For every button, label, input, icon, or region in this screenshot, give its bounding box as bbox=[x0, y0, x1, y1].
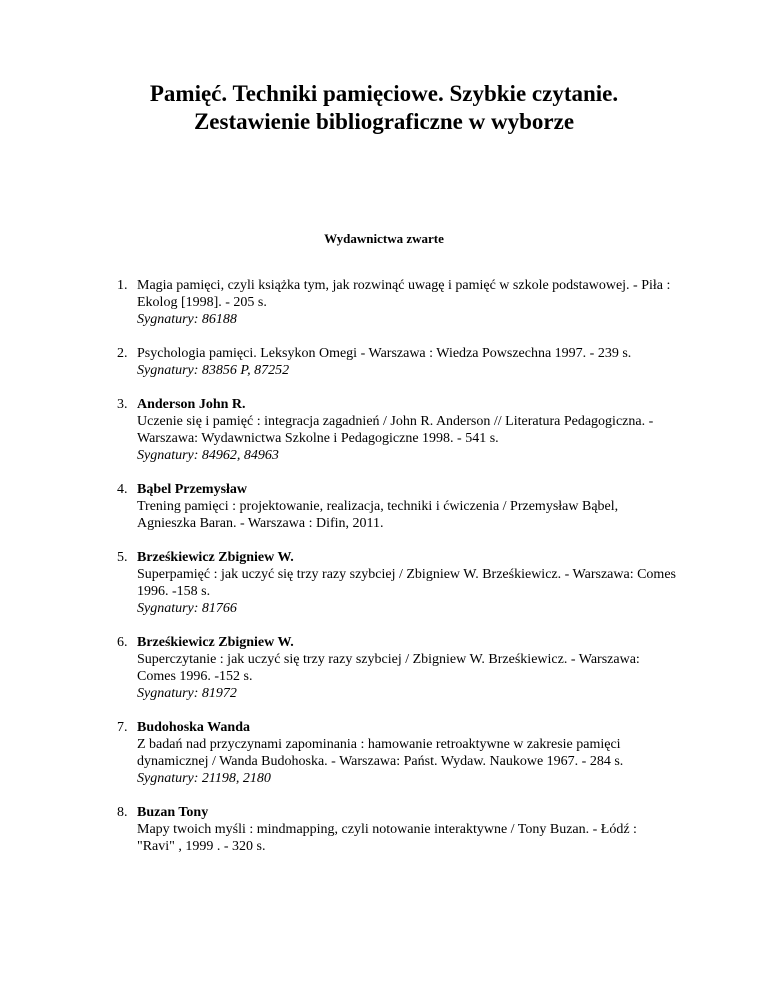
entry-signature: Sygnatury: 21198, 2180 bbox=[137, 771, 271, 786]
entry-signature: Sygnatury: 81972 bbox=[137, 686, 237, 701]
entry-number: 5. bbox=[117, 550, 128, 565]
document-title bbox=[0, 80, 768, 136]
entry-description: Z badań nad przyczynami zapominania : hamowanie retroaktywne w zakresie pamięci dynamicznej / Wanda Budohoska. - Warszawa: Państ. Wydaw. Naukowe 1967. - 284 s. bbox=[137, 737, 624, 769]
entry-signature: Sygnatury: 83856 P, 87252 bbox=[137, 363, 290, 378]
entry-number: 3. bbox=[117, 397, 128, 412]
entry-author: Budohoska Wanda bbox=[137, 720, 250, 735]
bibliography-entry bbox=[0, 549, 768, 617]
entry-description: Uczenie się i pamięć : integracja zagadnień / John R. Anderson // Literatura Pedagogiczna. - Warszawa: Wydawnictwa Szkolne i Pedagogiczne 1998. - 541 s. bbox=[137, 414, 654, 446]
entry-signature: Sygnatury: 84962, 84963 bbox=[137, 448, 279, 463]
entry-number: 6. bbox=[117, 635, 128, 650]
entry-description: Mapy twoich myśli : mindmapping, czyli notowanie interaktywne / Tony Buzan. - Łódź : "Ravi" , 1999 . - 320 s. bbox=[137, 822, 637, 854]
title-line-1: Pamięć. Techniki pamięciowe. Szybkie czytanie. bbox=[149, 81, 619, 106]
bibliography-entry bbox=[0, 481, 768, 532]
entry-number: 4. bbox=[117, 482, 128, 497]
entry-number: 7. bbox=[117, 720, 128, 735]
entry-signature: Sygnatury: 86188 bbox=[137, 312, 237, 327]
bibliography-entry bbox=[0, 719, 768, 787]
bibliography-entry bbox=[0, 277, 768, 328]
entry-number: 1. bbox=[117, 278, 128, 293]
entry-author: Bąbel Przemysław bbox=[137, 482, 248, 497]
bibliography-list bbox=[0, 277, 768, 872]
section-heading: Wydawnictwa zwarte bbox=[324, 231, 444, 246]
bibliography-entry bbox=[0, 396, 768, 464]
entry-author: Brześkiewicz Zbigniew W. bbox=[137, 635, 294, 650]
entry-description: Trening pamięci : projektowanie, realizacja, techniki i ćwiczenia / Przemysław Bąbel, Agnieszka Baran. - Warszawa : Difin, 2011. bbox=[137, 499, 619, 531]
bibliography-entry bbox=[0, 634, 768, 702]
entry-description: Psychologia pamięci. Leksykon Omegi - Warszawa : Wiedza Powszechna 1997. - 239 s. bbox=[137, 346, 632, 361]
bibliography-entry bbox=[0, 804, 768, 855]
entry-number: 2. bbox=[117, 346, 128, 361]
bibliography-entry bbox=[0, 345, 768, 379]
title-line-2: Zestawienie bibliograficzne w wyborze bbox=[193, 109, 575, 134]
entry-signature: Sygnatury: 81766 bbox=[137, 601, 237, 616]
entry-description: Superpamięć : jak uczyć się trzy razy szybciej / Zbigniew W. Brześkiewicz. - Warszawa: Comes 1996. -158 s. bbox=[137, 567, 676, 599]
entry-author: Anderson John R. bbox=[137, 397, 246, 412]
entry-number: 8. bbox=[117, 805, 128, 820]
entry-description: Superczytanie : jak uczyć się trzy razy szybciej / Zbigniew W. Brześkiewicz. - Warszawa: Comes 1996. -152 s. bbox=[137, 652, 640, 684]
entry-author: Brześkiewicz Zbigniew W. bbox=[137, 550, 294, 565]
entry-description: Magia pamięci, czyli książka tym, jak rozwinąć uwagę i pamięć w szkole podstawowej. - Piła : Ekolog [1998]. - 205 s. bbox=[137, 278, 671, 310]
entry-author: Buzan Tony bbox=[137, 805, 209, 820]
